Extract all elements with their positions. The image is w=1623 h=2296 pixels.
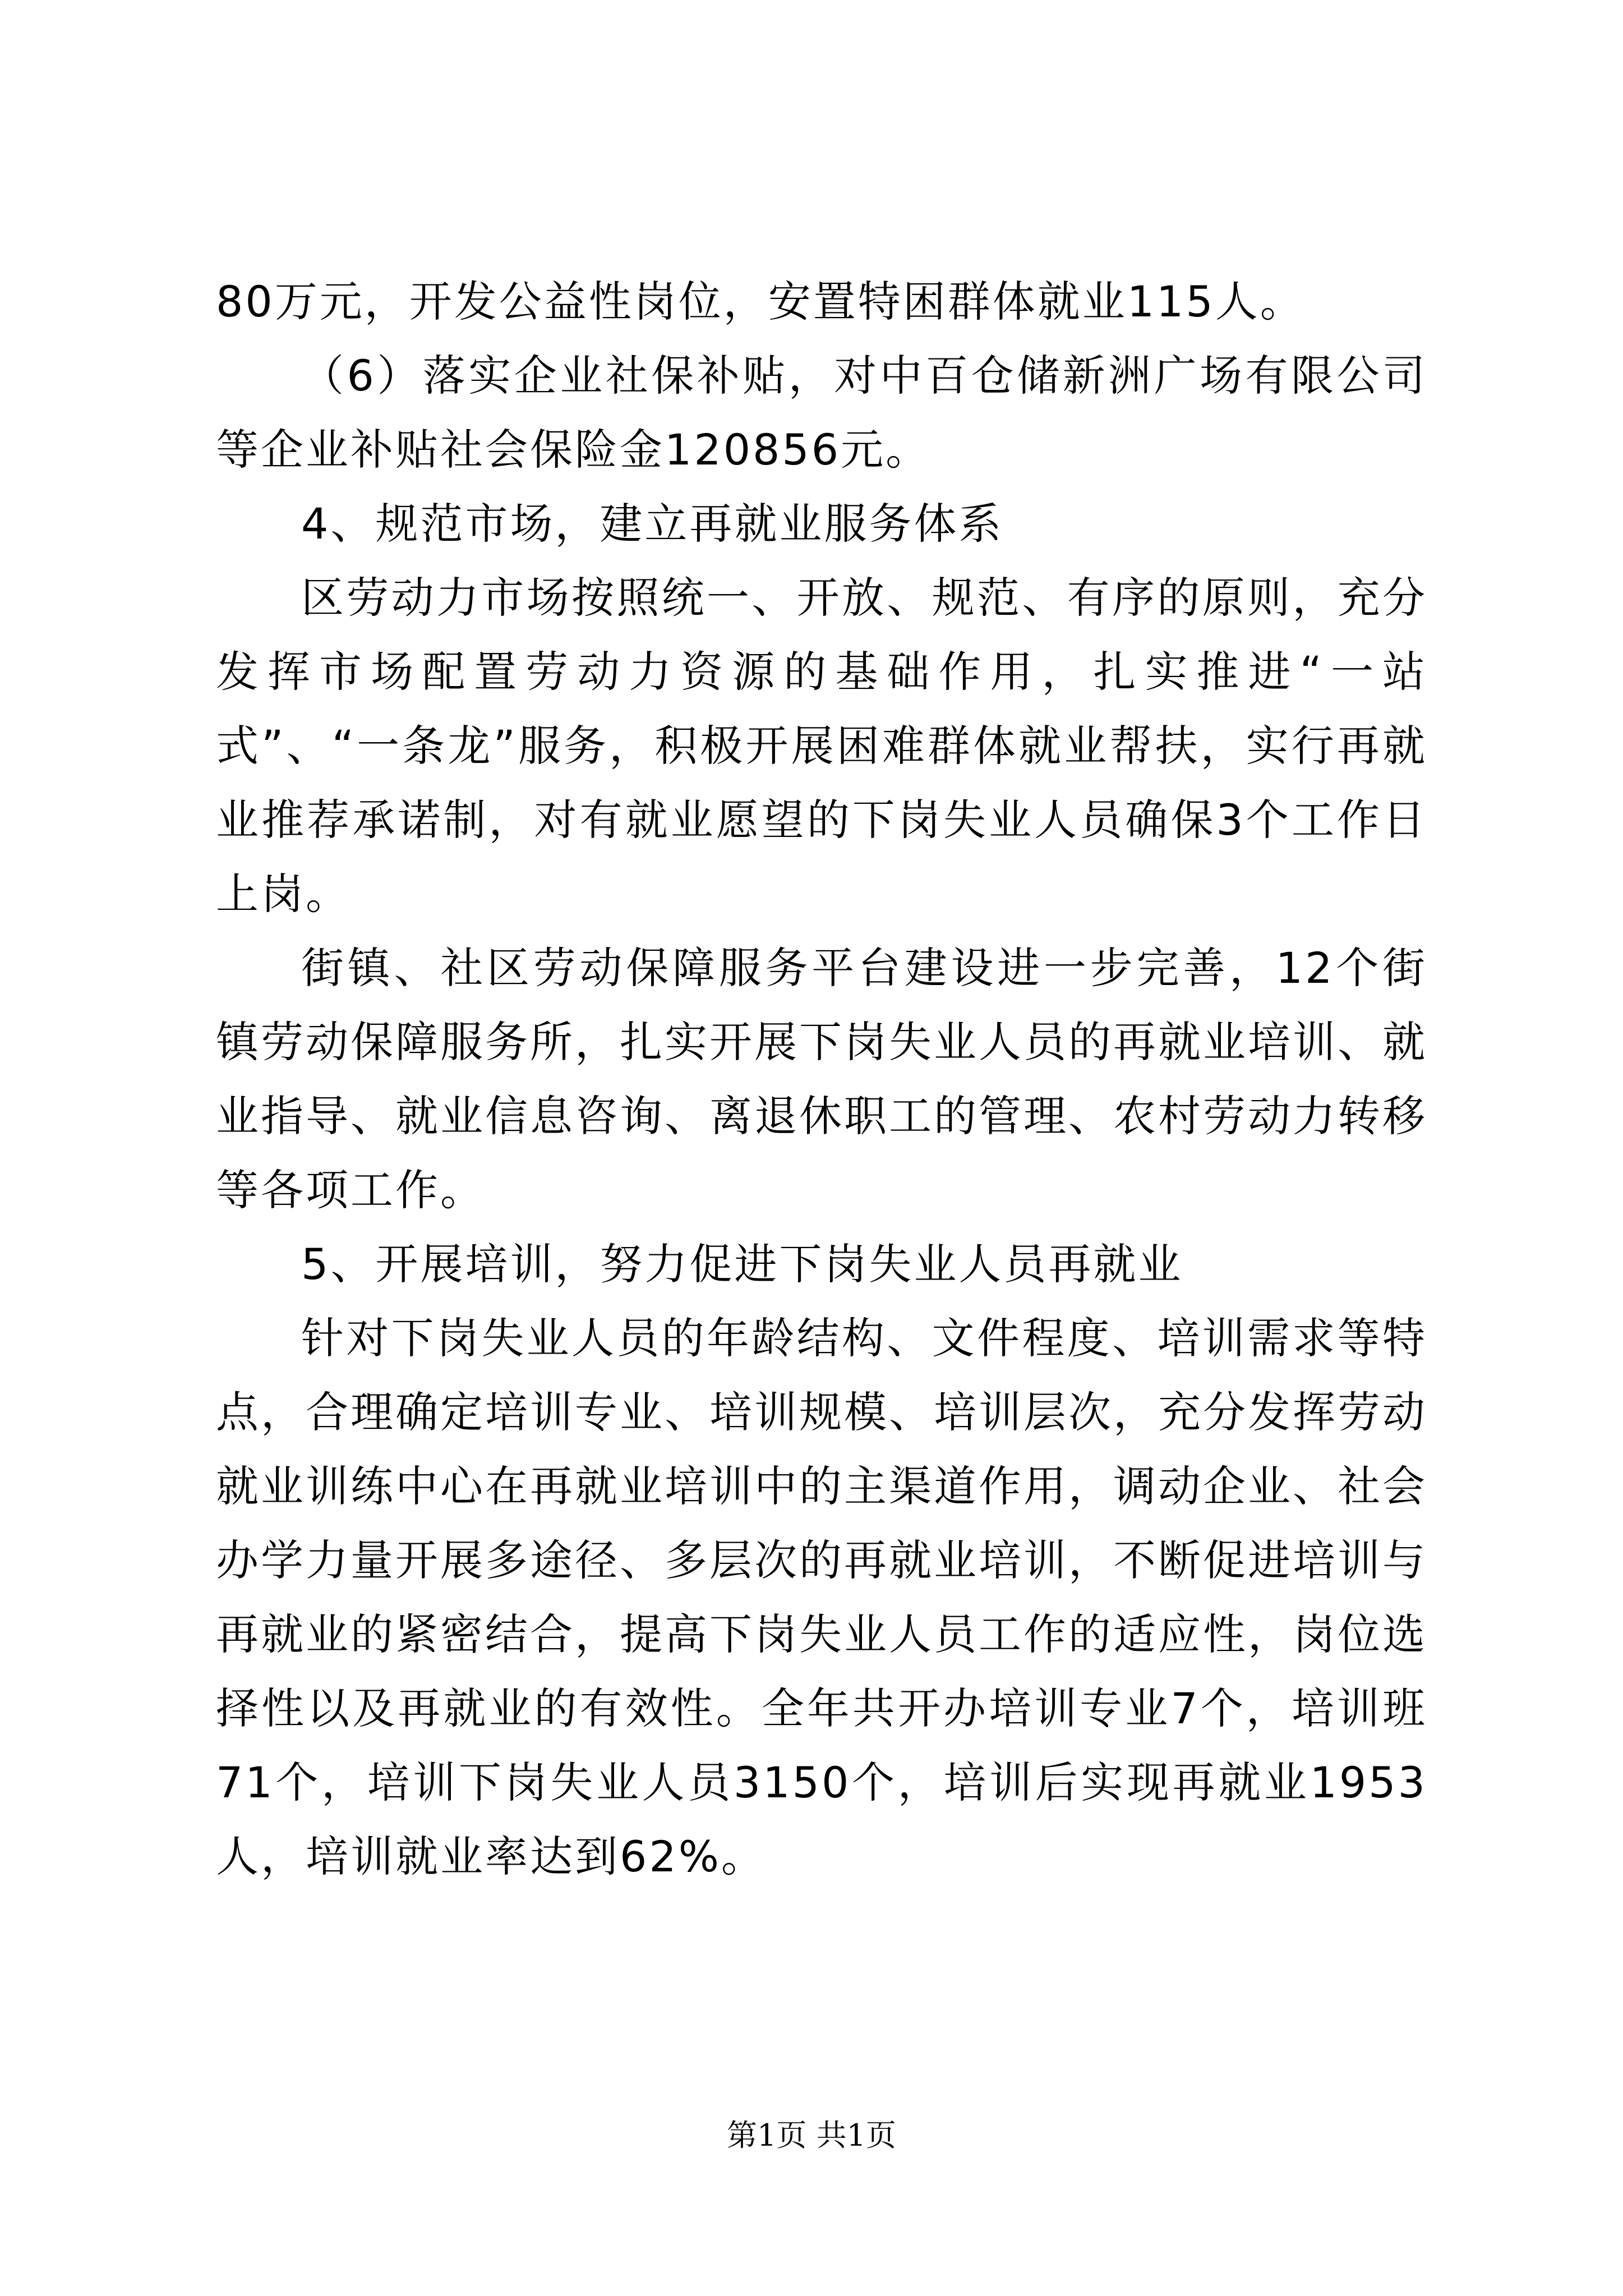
paragraph: 80万元，开发公益性岗位，安置特困群体就业115人。 xyxy=(216,277,1305,326)
paragraph: 街镇、社区劳动保障服务平台建设进一步完善，12个街镇劳动保障服务所，扎实开展下岗失业人员的再就业培训、就业指导、就业信息咨询、离退休职工的管理、农村劳动力转移等各项工作。 xyxy=(216,943,1427,1215)
paragraph: 区劳动力市场按照统一、开放、规范、有序的原则，充分发挥市场配置劳动力资源的基础作用，扎实推进“一站式”、“一条龙”服务，积极开展困难群体就业帮扶，实行再就业推荐承诺制，对有就业愿望的下岗失业人员确保3个工作日上岗。 xyxy=(216,573,1427,919)
document-body xyxy=(216,265,1427,1894)
section-heading: 4、规范市场，建立再就业服务体系 xyxy=(301,499,1004,549)
section-heading: 5、开展培训，努力促进下岗失业人员再就业 xyxy=(301,1239,1183,1289)
page-footer: 第1页 共1页 xyxy=(727,2118,896,2153)
paragraph: （6）落实企业社保补贴，对中百仓储新洲广场有限公司等企业补贴社会保险金120856元。 xyxy=(216,351,1427,475)
paragraph: 针对下岗失业人员的年龄结构、文件程度、培训需求等特点，合理确定培训专业、培训规模、培训层次，充分发挥劳动就业训练中心在再就业培训中的主渠道作用，调动企业、社会办学力量开展多途径、多层次的再就业培训，不断促进培训与再就业的紧密结合，提高下岗失业人员工作的适应性，岗位选择性以及再就业的有效性。全年共开办培训专业7个，培训班71个，培训下岗失业人员3150个，培训后实现再就业1953人，培训就业率达到62%。 xyxy=(216,1313,1427,1881)
